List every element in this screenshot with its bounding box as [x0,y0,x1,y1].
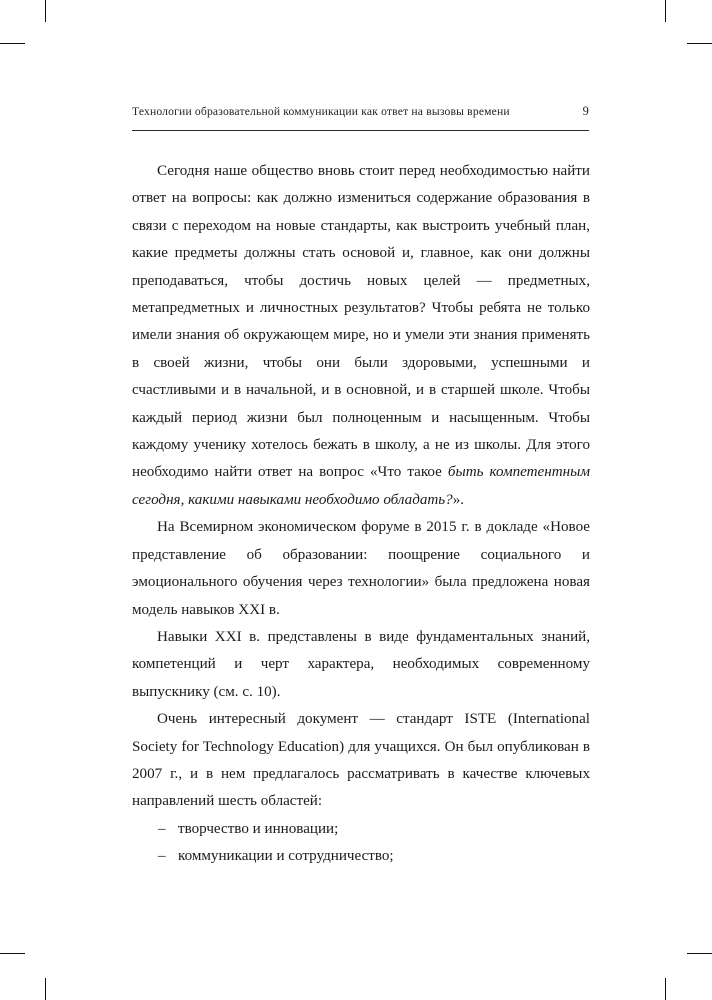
list-item [132,816,590,843]
running-head-title: Технологии образовательной коммуникации как ответ на вызовы времени [132,105,510,118]
paragraph-1 [132,158,590,514]
list-item-label: коммуникации и сотрудничество; [178,848,394,865]
paragraph-2-run-roman: На Всемирном экономическом форуме в 2015 г. в докладе «Новое представление об образовании: поощрение социального и эмоционального обучения через технологии» была предложена новая модель навыков XXI в. [132,519,590,618]
paragraph-2 [132,514,590,624]
crop-mark-top-left-vertical [45,0,46,22]
paragraph-3-run-roman: Навыки XXI в. представлены в виде фундаментальных знаний, компетенций и черт характера, необходимых современному выпускнику (см. с. 10). [132,628,590,700]
paragraph-1-run-roman-b: ». [452,491,465,508]
crop-mark-bottom-left-horizontal [0,953,25,954]
running-head [132,104,589,119]
paragraph-3 [132,624,590,706]
list-item-label: творчество и инновации; [178,820,339,837]
crop-mark-top-right-vertical [665,0,666,22]
running-head-rule [132,130,589,131]
page-number: 9 [582,104,589,118]
paragraph-1-run-italic: быть компетентным сегодня, какими навыками необходимо обладать? [132,464,590,508]
crop-mark-top-left-horizontal [0,43,25,44]
list-item [132,843,590,870]
crop-mark-bottom-right-horizontal [687,953,712,954]
crop-mark-top-right-horizontal [687,43,712,44]
crop-mark-bottom-right-vertical [665,978,666,1000]
crop-mark-bottom-left-vertical [45,978,46,1000]
paragraph-4 [132,706,590,816]
key-areas-list [132,816,590,871]
dash-bullet-icon: – [158,848,166,865]
paragraph-1-run-roman-a: Сегодня наше общество вновь стоит перед необходимостью найти ответ на вопросы: как должно измениться содержание образования в связи с переходом на новые стандарты, как выстроить учебный план, какие предметы должны стать основой и, главное, как они должны преподаваться, чтобы достичь новых целей — предметных, метапредметных и личностных результатов? Чтобы ребята не только имели знания об окружающем мире, но и умели эти знания применять в своей жизни, чтобы они были здоровыми, успешными и счастливыми и в начальной, и в основной, и в старшей школе. Чтобы каждый период жизни был полноценным и насыщенным. Чтобы каждому ученику хотелось бежать в школу, а не из школы. Для этого необходимо найти ответ на вопрос «Что такое [132,163,590,481]
dash-bullet-icon: – [158,820,166,837]
paragraph-4-run-roman: Очень интересный документ — стандарт ISTE (International Society for Technology Education) для учащихся. Он был опубликован в 2007 г., и в нем предлагалось рассматривать в качестве ключевых направлений шесть областей: [132,711,590,810]
body-text-block [132,158,590,871]
